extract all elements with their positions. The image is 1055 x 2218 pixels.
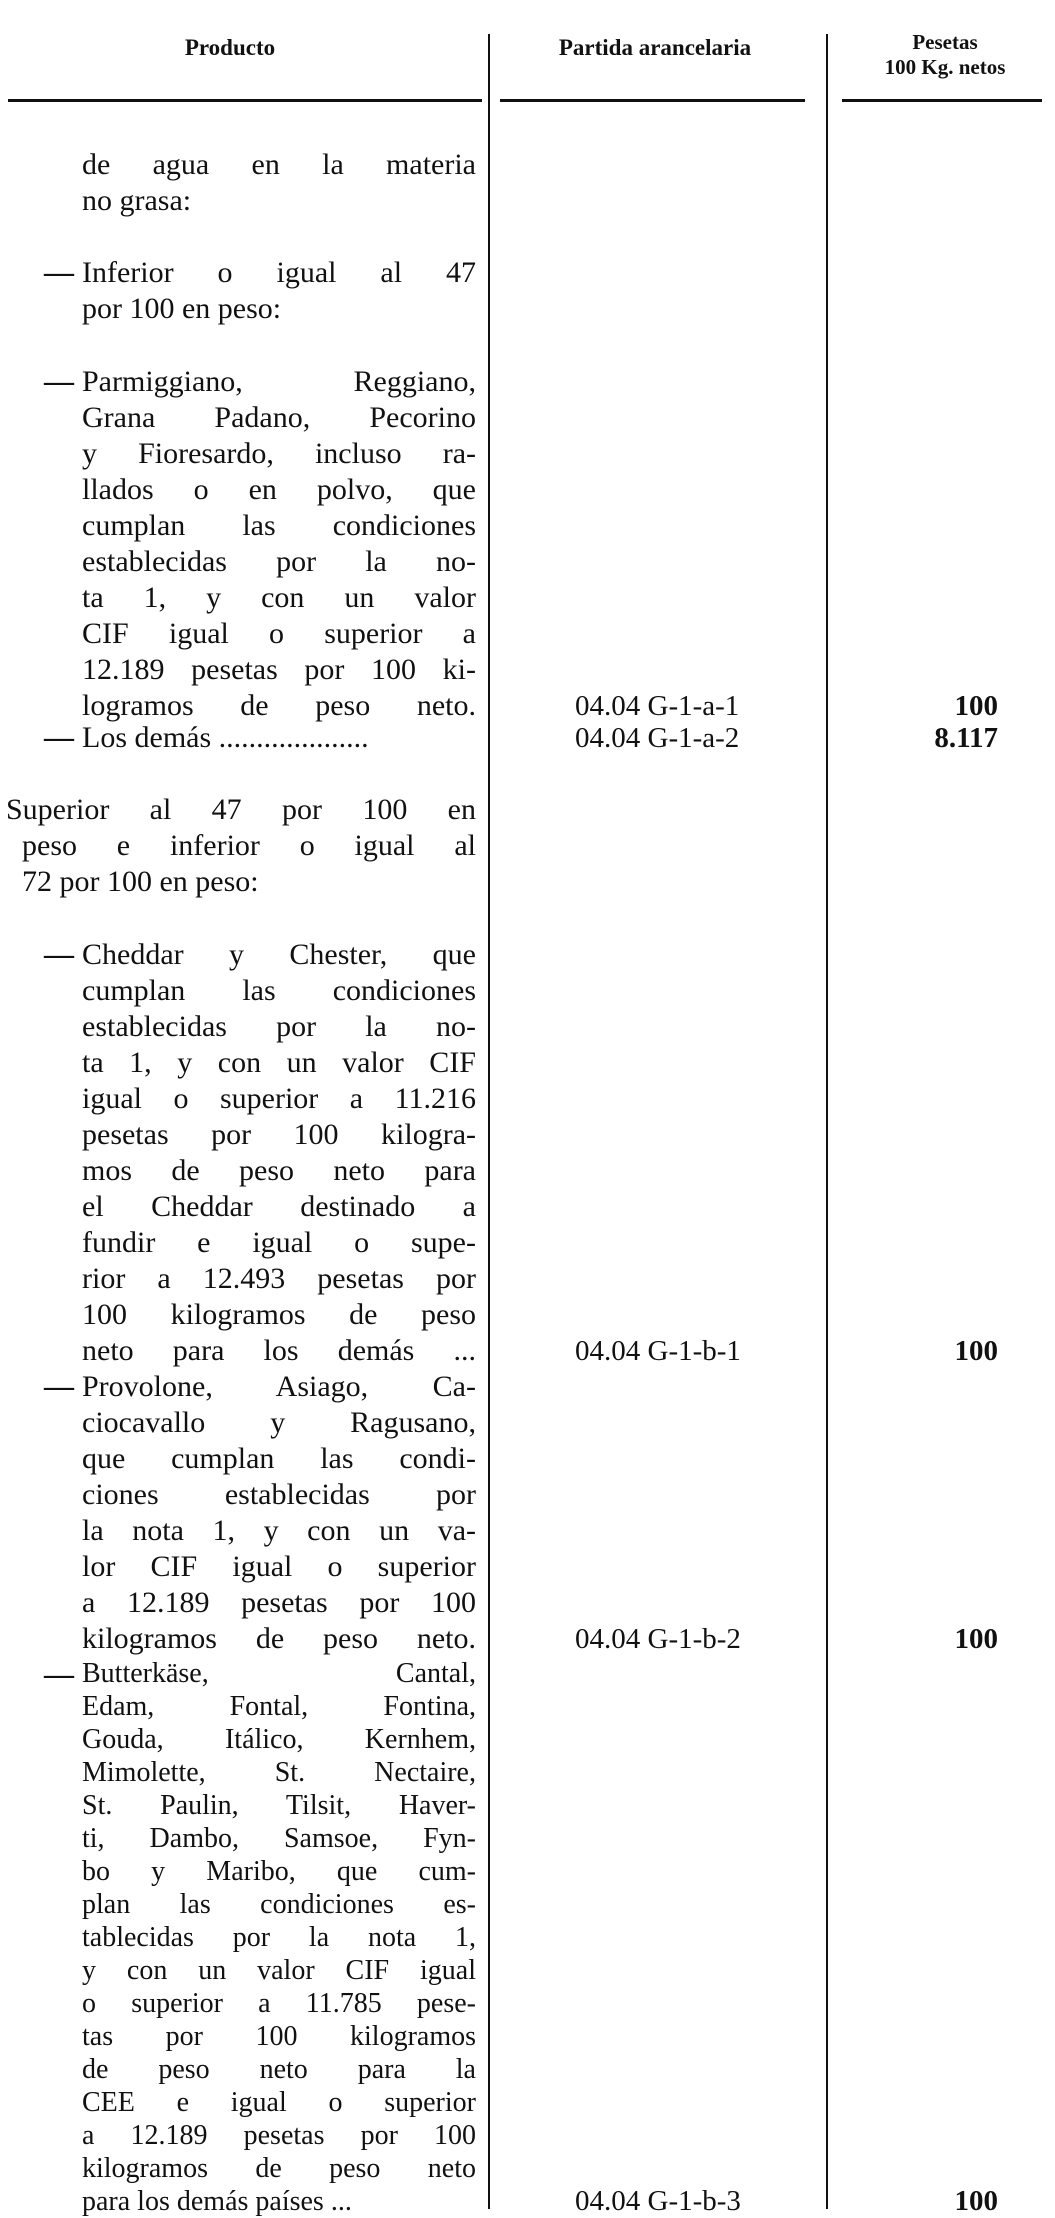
- text-line: plan las condiciones es-: [82, 1889, 476, 1920]
- pesetas-value: 8.117: [934, 722, 998, 754]
- text-line: 72 por 100 en peso:: [22, 865, 259, 898]
- text-line: que cumplan las condi-: [82, 1442, 476, 1475]
- text-line: Los demás ....................: [82, 721, 369, 754]
- text-line: Grana Padano, Pecorino: [82, 401, 476, 434]
- partida-code: 04.04 G-1-b-3: [575, 2185, 741, 2217]
- column-divider-1: [488, 34, 490, 2209]
- text-line: ta 1, y con un valor: [82, 581, 476, 614]
- dash-marker: —: [44, 938, 74, 971]
- text-line: pesetas por 100 kilogra-: [82, 1118, 476, 1151]
- text-line: Provolone, Asiago, Ca-: [82, 1370, 476, 1403]
- dash-marker: —: [44, 1658, 74, 1691]
- pesetas-value: 100: [954, 2185, 998, 2217]
- header-rule-pesetas: [842, 99, 1042, 102]
- partida-code: 04.04 G-1-b-2: [575, 1623, 741, 1655]
- partida-code: 04.04 G-1-a-2: [575, 722, 740, 754]
- text-line: y Fioresardo, incluso ra-: [82, 437, 476, 470]
- text-line: bo y Maribo, que cum-: [82, 1856, 476, 1887]
- text-line: el Cheddar destinado a: [82, 1190, 476, 1223]
- text-line: kilogramos de peso neto: [82, 2153, 476, 2184]
- text-line: y con un valor CIF igual: [82, 1955, 476, 1986]
- text-line: ciones establecidas por: [82, 1478, 476, 1511]
- text-line: CEE e igual o superior: [82, 2087, 476, 2118]
- column-divider-2: [826, 34, 828, 2209]
- partida-code: 04.04 G-1-b-1: [575, 1335, 741, 1367]
- text-line: Edam, Fontal, Fontina,: [82, 1691, 476, 1722]
- text-line: mos de peso neto para: [82, 1154, 476, 1187]
- text-line: llados o en polvo, que: [82, 473, 476, 506]
- text-line: establecidas por la no-: [82, 545, 476, 578]
- text-line: peso e inferior o igual al: [22, 829, 476, 862]
- partida-code: 04.04 G-1-a-1: [575, 690, 740, 722]
- text-line: Mimolette, St. Nectaire,: [82, 1757, 476, 1788]
- text-line: por 100 en peso:: [82, 292, 282, 325]
- text-line: no grasa:: [82, 184, 192, 217]
- text-line: de peso neto para la: [82, 2054, 476, 2085]
- header-partida-arancelaria: Partida arancelaria: [558, 35, 752, 60]
- pesetas-value: 100: [954, 1335, 998, 1367]
- text-line: fundir e igual o supe-: [82, 1226, 476, 1259]
- text-line: kilogramos de peso neto.: [82, 1622, 476, 1655]
- text-line: cumplan las condiciones: [82, 974, 476, 1007]
- text-line: igual o superior a 11.216: [82, 1082, 476, 1115]
- header-rule-partida: [500, 99, 805, 102]
- text-line: rior a 12.493 pesetas por: [82, 1262, 476, 1295]
- text-line: Inferior o igual al 47: [82, 256, 476, 289]
- text-line: a 12.189 pesetas por 100: [82, 1586, 476, 1619]
- text-line: logramos de peso neto.: [82, 689, 476, 722]
- header-producto: Producto: [184, 35, 276, 60]
- text-line: de agua en la materia: [82, 148, 476, 181]
- text-line: para los demás países ...: [82, 2186, 352, 2217]
- text-line: a 12.189 pesetas por 100: [82, 2120, 476, 2151]
- header-pesetas-line2: 100 Kg. netos: [884, 55, 1006, 79]
- text-line: o superior a 11.785 pese-: [82, 1988, 476, 2019]
- text-line: Butterkäse, Cantal,: [82, 1658, 476, 1689]
- text-line: Cheddar y Chester, que: [82, 938, 476, 971]
- text-line: St. Paulin, Tilsit, Haver-: [82, 1790, 476, 1821]
- text-line: Gouda, Itálico, Kernhem,: [82, 1724, 476, 1755]
- text-line: tas por 100 kilogramos: [82, 2021, 476, 2052]
- text-line: ciocavallo y Ragusano,: [82, 1406, 476, 1439]
- text-line: neto para los demás ...: [82, 1334, 476, 1367]
- text-line: 12.189 pesetas por 100 ki-: [82, 653, 476, 686]
- dash-marker: —: [44, 1370, 74, 1403]
- pesetas-value: 100: [954, 1623, 998, 1655]
- header-rule-producto: [8, 99, 482, 102]
- text-line: 100 kilogramos de peso: [82, 1298, 476, 1331]
- text-line: cumplan las condiciones: [82, 509, 476, 542]
- text-line: CIF igual o superior a: [82, 617, 476, 650]
- text-line: Superior al 47 por 100 en: [6, 793, 476, 826]
- header-pesetas-line1: Pesetas: [912, 30, 978, 54]
- text-line: ta 1, y con un valor CIF: [82, 1046, 476, 1079]
- text-line: Parmiggiano, Reggiano,: [82, 365, 476, 398]
- header-pesetas: [845, 30, 1045, 80]
- text-line: la nota 1, y con un va-: [82, 1514, 476, 1547]
- text-line: ti, Dambo, Samsoe, Fyn-: [82, 1823, 476, 1854]
- pesetas-value: 100: [954, 690, 998, 722]
- text-line: lor CIF igual o superior: [82, 1550, 476, 1583]
- text-line: tablecidas por la nota 1,: [82, 1922, 476, 1953]
- dash-marker: —: [44, 721, 74, 754]
- dash-marker: —: [44, 256, 74, 289]
- text-line: establecidas por la no-: [82, 1010, 476, 1043]
- dash-marker: —: [44, 365, 74, 398]
